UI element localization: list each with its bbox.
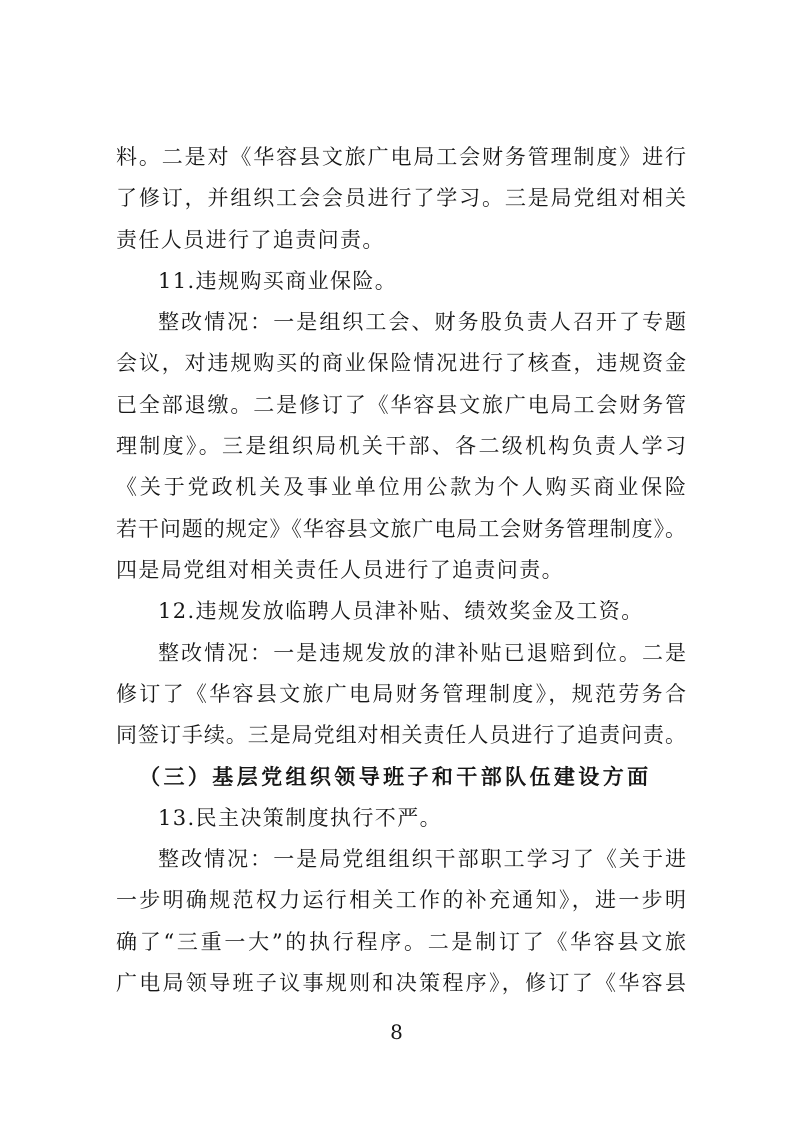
- text-line: 会议，对违规购买的商业保险情况进行了核查，违规资金: [116, 351, 686, 376]
- text-line: 《关于党政机关及事业单位用公款为个人购买商业保险: [116, 475, 686, 500]
- text-line: 责任人员进行了追责问责。: [116, 227, 385, 252]
- text-line: 了修订，并组织工会会员进行了学习。三是局党组对相关: [116, 186, 686, 211]
- text-line: 同签订手续。三是局党组对相关责任人员进行了追责问责。: [116, 723, 686, 748]
- text-line: 已全部退缴。二是修订了《华容县文旅广电局工会财务管: [116, 392, 686, 417]
- item-heading: [116, 591, 686, 632]
- text-line: 广电局领导班子议事规则和决策程序》，修订了《华容县: [116, 970, 686, 995]
- text-line: 理制度》。三是组织局机关干部、各二级机构负责人学习: [116, 434, 686, 459]
- item-heading-text: 13.民主决策制度执行不严。: [158, 805, 442, 830]
- item-heading-text: 11.违规购买商业保险。: [158, 268, 398, 293]
- text-line: 修订了《华容县文旅广电局财务管理制度》，规范劳务合: [116, 681, 686, 706]
- paragraph: [116, 137, 686, 261]
- text-line: 整改情况：一是违规发放的津补贴已退赔到位。二是: [158, 640, 686, 665]
- item-heading-text: 12.违规发放临聘人员津补贴、绩效奖金及工资。: [158, 599, 644, 624]
- paragraph: [116, 839, 686, 1004]
- paragraph: [116, 302, 686, 591]
- item-heading: [116, 261, 686, 302]
- text-line: 整改情况：一是组织工会、财务股负责人召开了专题: [158, 310, 686, 335]
- text-line: 四是局党组对相关责任人员进行了追责问责。: [116, 557, 564, 582]
- section-heading: [116, 756, 686, 797]
- document-body: [116, 137, 686, 1004]
- page-number: 8: [390, 1020, 403, 1044]
- text-line: 若干问题的规定》《华容县文旅广电局工会财务管理制度》。: [116, 516, 686, 541]
- text-line: 料。二是对《华容县文旅广电局工会财务管理制度》进行: [116, 145, 686, 169]
- item-heading: [116, 798, 686, 839]
- paragraph: [116, 633, 686, 757]
- section-heading-text: （三）基层党组织领导班子和干部队伍建设方面: [139, 764, 652, 790]
- text-line: 确了“三重一大”的执行程序。二是制订了《华容县文旅: [116, 929, 686, 954]
- text-line: 一步明确规范权力运行相关工作的补充通知》，进一步明: [116, 888, 686, 913]
- text-line: 整改情况：一是局党组组织干部职工学习了《关于进: [158, 847, 686, 872]
